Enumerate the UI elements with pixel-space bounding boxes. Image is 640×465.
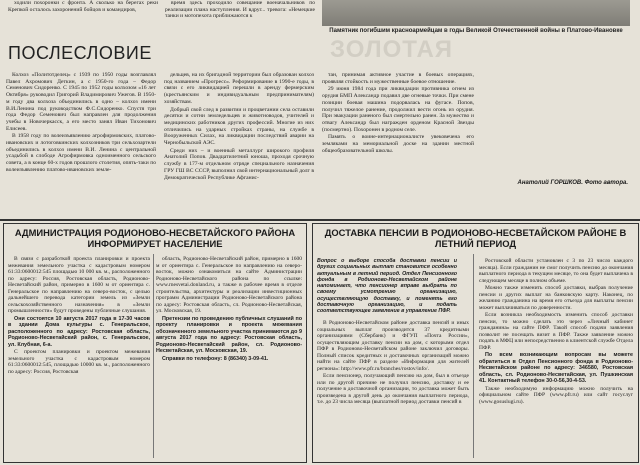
pension-title: ДОСТАВКА ПЕНСИИ В РОДИОНОВО-НЕСВЕТАЙСКОМ РАЙОНЕ В ЛЕТНИЙ ПЕРИОД: [324, 227, 627, 249]
paragraph: Ростовской области установлен с 3 по 23 число каждого месяца). Если гражданин не смог получить пенсию до окончания выплатного периода в текущем месяце, то она будет выплачена в следующем месяце в полном объеме.: [479, 258, 633, 284]
phone-line: Справки по телефону: 8 (86340) 3-09-41.: [162, 355, 269, 362]
section-divider: [0, 219, 640, 221]
article-column-2: [164, 72, 314, 215]
paragraph: Если пенсионер, получающий пенсию на дом, был в отъезде или по другой причине не получил пенсию, доставку и ее получение в доставочной организации, то доставка может быть произведена в другой день до окончания выплатного периода, т.е. до 23 числа месяца (выплатной период доставки пенсий в: [317, 373, 469, 405]
article-fragment-2: [165, 0, 315, 30]
paragraph-bold: Претензии по проведению публичных слушаний по проекту планировки и проекта межевания обозначенного земельного участка принимаются до 9 августа 2017 года по адресу: Ростовская область, Родионово-Несветайский район, сл. Родионово-Несветайская, ул. Московская, 19.: [156, 315, 302, 354]
memorial-photo: [322, 0, 630, 26]
pension-intro: Вопрос о выборе способа доставки пенсии и других социальных выплат становится особенно актуальным в летний период. Отдел Пенсионного фонда в Родионово-Несветайском районе напоминает, что пенсионер вправе выбрать по своему усмотрению организацию, осуществляющую доставку, и поменять его доставочную организацию, и подать соответствующее заявление в управление ПФР.: [317, 258, 457, 315]
pension-column-2: [479, 258, 633, 458]
fragment-text: ходили похоронки с фронта. А сколько на берегах реки Крепкой осталось захоронений бойцов и командиров,: [8, 0, 158, 13]
paragraph: Память о воине-интернационалисте увековечена его земляками на мемориальной доске на здании местной общеобразовательной школы.: [322, 134, 474, 154]
paragraph: В 1958 году по волеизъявлению агрофирмовских, платово-ивановских и лотоговкинских колхозников три сельхозартели объединились в колхоз имени В.И. Ленина с центральной усадьбой в слободе Агрофирмовка одноименного сельского совета, а в конце 60-х годов прошлого столетия, опять-таки по волеизъявлению платово-ивановских земле-: [6, 133, 156, 173]
paragraph: В связи с разработкой проекта планировки и проекта межевания земельного участка с кадастровым номером 61:33:0600012:545 площадью 10 000 кв. м., расположенного по адресу: Россия, Ростовская область, Родионово-Несветайский район, примерно в 1600 м от ориентира с. Генеральское по направлению на северо-восток, с целью дальнейшего перевода категории земель из «Земли сельскохозяйственного назначения» в «Земли промышленности» будут проведены публичные слушания.: [8, 256, 150, 314]
author-signature: Анатолий ГОРШКОВ. Фото автора.: [517, 180, 628, 186]
article-column-3: [322, 72, 474, 210]
pension-delivery-box: [312, 223, 639, 463]
paragraph: Также необходимую информацию можно получить на официальном сайте ПФР (www.pfr.ru) или сайт госуслуг (www.gosuslugi.ru).: [479, 385, 633, 405]
paragraph: Если возникла необходимость изменить способ доставки пенсии, то можно сделать это через «Личный кабинет гражданина» на сайте ПФР. Такой способ подачи заявления позволит не посещать визит в ПФР. Также заявление можно подать в МФЦ или непосредственно в клиентской службе Отдела ПФР.: [479, 312, 633, 351]
paragraph-bold: Они состоятся 10 августа 2017 года в 17-30 часов в здании Дома культуры с. Генеральское, расположенного по адресу: Ростовская область, Родионово-Несветайский район, с. Генеральское, ул. Клубная, 6-а.: [8, 315, 150, 348]
paragraph: В Родионово-Несветайском районе доставка пенсий и иных социальных выплат производится 37 кредитными организациями (Сбербанк) и ФГУП «Почта России», осуществляющим доставку пенсии на дом, с которыми отдел ПФР в Родионово-Несветайском районе заключил договоры. Полный список кредитных и доставочных организаций можно найти на сайте ПФР в разделе «Информация для жителей региона»: http://www.pfr.ru/branches/rostov/info/.: [317, 320, 469, 372]
notice-title: АДМИНИСТРАЦИЯ РОДИОНОВО-НЕСВЕТАЙСКОГО РАЙОНА ИНФОРМИРУЕТ НАСЕЛЕНИЕ: [14, 227, 296, 249]
column-divider: [473, 254, 474, 458]
paragraph: дельцев, на их бригадной территории был образован колхоз под названием «Прогресс». Реформирование в 1990-е годы, в связи с его ликвидацией перешли в аренду фермерским (крестьянским и индивидуальным предпринимателям) хозяйствам.: [164, 72, 314, 105]
administration-notice-box: [3, 223, 307, 463]
photo-caption: Памятник погибшим красноармейцам в годы Великой Отечественной войны в Платово-Ивановке: [329, 28, 623, 34]
paragraph: Колхоз «Политотделец» с 1939 по 1950 годы возглавлял Павел Ахромович Деткин, а с 1950-го года – Федор Семенович Сидоренко. С 1945 по 1952 годы колхозом «16 лет Октября» руководил Григорий Владимирович Ужегов. В 1950-м году два колхоза объединились в одно – колхоз имени В.И.Ленина под руководством Ф.С.Сидоренко. Спустя три года Федор Семенович был направлен для продолжения учебы в Новочеркасск, а его место занял Иван Тихонович Елисеев.: [6, 72, 156, 132]
paragraph: Можно также изменить способ доставки, выбрав получение пенсии и других выплат на банковскую карту. Наконец, по желанию гражданина на время его отъезда для выплаты пенсии может выплачиваться по доверенности.: [479, 285, 633, 311]
bleed-through-heading: ЗОЛОТАЯ: [330, 36, 454, 63]
notice-column-1: [8, 256, 150, 459]
paragraph: 29 июня 1984 года при ликвидации противника огнем из орудия БМП Александр подавил две огневые точки. При смене позиции боевая машина подорвалась на фугасе. Попов, получил тяжелое ранение, продолжил вести огонь из орудия. При эвакуации раненого был смертельно ранен. За мужество и отвагу Александр был награжден орденом Красной Звезды (посмертно). Похоронен в родном селе.: [322, 86, 474, 133]
paragraph: С проектом планировки и проектом межевания земельного участка с кадастровым номером 61:33:0600012:545, площадью 10000 кв. м., расположенного по адресу: Россия, Ростовская: [8, 349, 150, 375]
article-fragment-1: [8, 0, 158, 30]
column-divider: [153, 254, 154, 458]
paragraph: область, Родионово-Несветайский район, примерно в 1600 м от ориентира с. Генеральское по направлению на северо-восток, можно ознакомиться на сайте Администрации Родионово-Несветайского района по ссылке: www.rnesvetai.donland.ru, а также в рабочее время в отделе строительства, архитектуры и реализации инвестиционных программ Администрации Родионово-Несветайского района по адресу: Ростовская область, сл. Родионово-Несветайская, ул. Московская, 19.: [156, 256, 302, 314]
pension-column-1: [317, 320, 469, 458]
paragraph: тан, принимая активное участие в боевых операциях, проявляя стойкость и мужественные боевое отношение.: [322, 72, 474, 85]
paragraph: Добрый свой след в развитии и процветании села оставили десятки и сотни земледельцев и животноводов, учителей и медицинских работников других профессий. Многие из них отличились на ударных стройках страны, на службе в Вооруженных Силах, на ликвидации последствий аварии на Чернобыльской АЭС.: [164, 106, 314, 147]
article-column-1: [6, 72, 156, 215]
section-headline: ПОСЛЕСЛОВИЕ: [8, 43, 152, 63]
contact-paragraph: По всем возникающим вопросам вы можете обратиться в Отдел Пенсионного фонда в Родионово-Несветайском районе по адресу: 346580, Ростовская область, сл. Родионово-Несветайская, ул. Пушкинская 41. Контактный телефон 30-0-56,30-4-53.: [479, 352, 633, 384]
notice-column-2: [156, 256, 302, 459]
paragraph: Среди них – и военный металлург широкого профиля Анатолий Попов. Двадцатилетний юноша, проходя срочную службу в 177-м отдельном отряде специального назначения ГРУ ГШ ВС СССР, выполнил свой интернациональный долг в Демократической Республике Афганис-: [164, 147, 314, 181]
fragment-text: время здесь проходило совещание военачальников по реализации плана наступления. И вдруг... тревога: «Немецкие танки и мотопехота приближаются к: [165, 0, 315, 20]
